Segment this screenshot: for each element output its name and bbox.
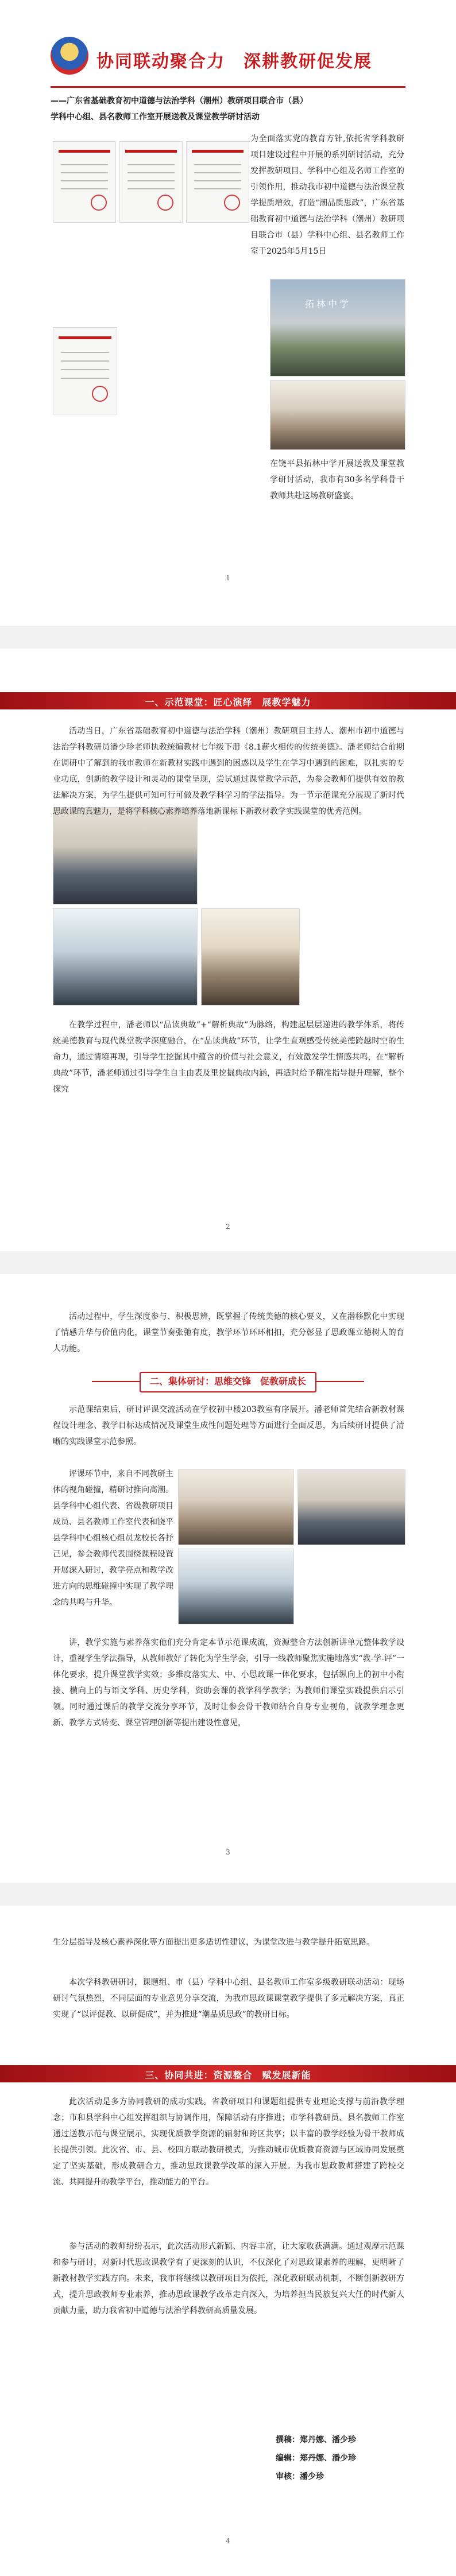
section-2-title: 二、集体研讨：思维交锋 促教研成长 [140,1372,316,1392]
sign-edit: 编辑：郑丹娜、潘少珍 [276,2454,356,2463]
section-1-title: 一、示范课堂：匠心演绎 展教学魅力 [145,697,311,708]
page-gap [0,1251,456,1274]
seminar-photo-2 [178,1549,294,1624]
logo-emblem [51,37,88,75]
section-2-paragraph-5: 本次学科教研研讨，课题组、市（县）学科中心组、县名教师工作室多级教研联动活动：现场研讨气氛热烈，不同层面的专业意见分享交流，为我市思政课课堂教学提供了多元解决方案，真正实现了“以评促教、以研促成”，并为推进“潮品质思政”的教研目标。 [53,1978,404,2019]
sign-editor: 撰稿：郑丹娜、潘少珍 [276,2435,356,2445]
school-gate-photo [270,279,405,377]
document-image-4 [53,327,117,414]
section-1-paragraph-1: 活动当日，广东省基础教育初中道德与法治学科（潮州）教研项目主持人、潮州市初中道德与法治学科教研员潘少珍老师执教统编教材七年级下册《8.1薪火相传的传统美德》。潘老师结合前期在调研中了解到的我市教师在新教材实践中遇到的困惑以及学生在学习中遇到的困难，以扎实的专业功底，创新的教学设计和灵动的课堂呈现，尝试通过课堂教学示范，为参会教师们提供有效的教法解决方案，为学生提供可知可行可做及教学科学习的学法指导。为一节示范课充分展现了新时代思政课的真魅力，是将学科核心素养培养落地新课标下新教材教学实践课堂的优秀范例。 [53,727,404,816]
subtitle-line-1: ——广东省基础教育初中道德与法治学科（潮州）教研项目联合市（县） [51,96,308,106]
group-photo [270,380,405,450]
section-3-paragraph-2: 参与活动的教师纷纷表示，此次活动形式新颖、内容丰富，让大家收获满满。通过观摩示范课和参与研讨，对新时代思政课教学有了更深刻的认识，不仅深化了对思政课素养的理解，更明晰了新教材教学实践方向。未来，我市将继续以教研项目为依托，深化教研联动机制，不断创新教研方式，提升思政教师专业素养，推动思政课教学改革走向深入，为培养担当民族复兴大任的时代新人贡献力量，助力我省初中道德与法治学科教研高质量发展。 [53,2242,404,2315]
seminar-photo-3 [297,1469,405,1545]
page-1 [0,0,456,626]
page-3 [0,1274,456,1883]
section-2-paragraph-2: 评课环节中，来自不同教研主体的视角碰撞，精研讨推向高潮。县学科中心组代表、省级教研项目成员、县名教师工作室代表和饶平县学科中心组核心组员龙校长各抒己见，参会教师代表围绕课程设置开展深入研讨，教学亮点和教学改进方向的思维碰撞中实现了教学理念的共鸣与升华。 [53,1469,173,1607]
page-number-4: 4 [226,2537,230,2545]
page-gap [0,626,456,649]
intro-paragraph-upper: 为全面落实党的教育方针,依托省学科教研项目建设过程中开展的系列研讨活动，充分发挥教研项目、学科中心组及名师工作室的引领作用，推动我市初中道德与法治课堂教学提质增效，打造“潮品质思政”，广东省基础教育初中道德与法治学科（潮州）教研项目联合市（县）学科中心组、县名教师工作室于2025年5月15日 [250,134,404,256]
page-number-2: 2 [226,1223,230,1231]
section-2-paragraph-4: 生分层指导及核心素养深化等方面提出更多适切性建议，为课堂改进与教学提升拓宽思路。 [53,1938,374,1947]
title-rule [51,86,405,88]
page-number-3: 3 [226,1848,230,1856]
page-gap [0,1883,456,1906]
classroom-photo-2 [53,908,198,1006]
section-3-banner [0,2065,456,2082]
page-2 [0,649,456,1251]
page-4 [0,1906,456,2576]
section-2-paragraph-3: 讲，教学实施与素养落实他们充分肯定本节示范课成流，资源整合方法创新讲单元整体教学设计，重视学生学法指导，从教师教好了转化为学生学会，引导一线教师聚焦实施地落实“教-学-评”一体化要求，提升课堂教学实效；多维度落实大、中、小思政课一体化要求，包括纵向上的初中小衔接、横向上的与语文学科、历史学科，资助会课的教学科学教学；为教师们课堂实践提供启示引领。同时通过课后的教学交流分享环节，及时让参会骨干教师结合自身专业视角，就教学理念更新、教学方式转变、课堂管理创新等提出建设性意见， [53,1638,404,1728]
section-1-paragraph-3: 活动过程中，学生深度参与、积极思辨，既掌握了传统美德的核心要义，又在潜移默化中实现了情感升华与价值内化，课堂节奏张弛有度，教学环节环环相扣，充分彰显了思政课立德树人的育人功能。 [53,1312,404,1353]
section-1-paragraph-2: 在教学过程中，潘老师以“品读典故”+“解析典故”为脉络，构建起层层递进的教学体系，将传统美德教育与现代课堂教学深度融合，在“品读典故”环节，让学生直观感受传统美德跨越时空的生命力，通过情境再现，引导学生挖掘其中蕴含的价值与社会意义，有效激发学生情感共鸣，在“解析典故”环节，潘老师通过引导学生自主由表及里挖掘典故内涵，再适时给予精准指导提升理解，整个探究 [53,1021,404,1094]
classroom-photo-3 [201,908,300,1006]
intro-paragraph-lower: 在饶平县拓林中学开展送教及课堂教学研讨活动，我市有30多名学科骨干教师共赴这场教研盛宴。 [270,459,404,501]
section-2-paragraph-1: 示范课结束后，研讨评课交流活动在学校初中楼203教室有序展开。潘老师首先结合新教材课程设计理念、教学目标达成情况及课堂生成性问题处理等方面进行全面反思，为后续研讨提供了清晰的实践课堂示范参照。 [53,1405,404,1446]
section-1-banner [0,692,456,709]
main-title: 协同联动聚合力 深耕教研促发展 [96,52,372,72]
page-number-1: 1 [226,574,230,582]
classroom-photo-1 [53,807,198,905]
school-sign: 拓林中学 [305,298,351,309]
section-3-title: 三、协同共进：资源整合 赋发展新能 [145,2070,311,2081]
section-2-heading [92,1372,364,1391]
subtitle-line-2: 学科中心组、县名教师工作室开展送教及课堂教学研讨活动 [51,112,260,122]
seminar-photo-1 [178,1469,294,1545]
sign-review: 审核：潘少珍 [276,2472,324,2481]
section-3-paragraph-1: 此次活动是多方协同教研的成功实践。省教研项目和课题组提供专业理论支撑与前沿教学理念；市和县学科中心组发挥组织与协调作用，保障活动有序推进；市学科教研员、县名教师工作室通过送教示范与课堂展示，实现优质教学资源的辐射和跨区共享；以丰富的教学经验为骨干教师成长提供引领。此次省、市、县、校四方联动教研模式，为推动城市优质教育资源与区域协同发展奠定了坚实基础，形成教研合力，推动思政课教学改革的深入开展。为我市思政教师搭建了跨校交流、共同提升的教学平台，推动能力的平台。 [53,2097,404,2187]
